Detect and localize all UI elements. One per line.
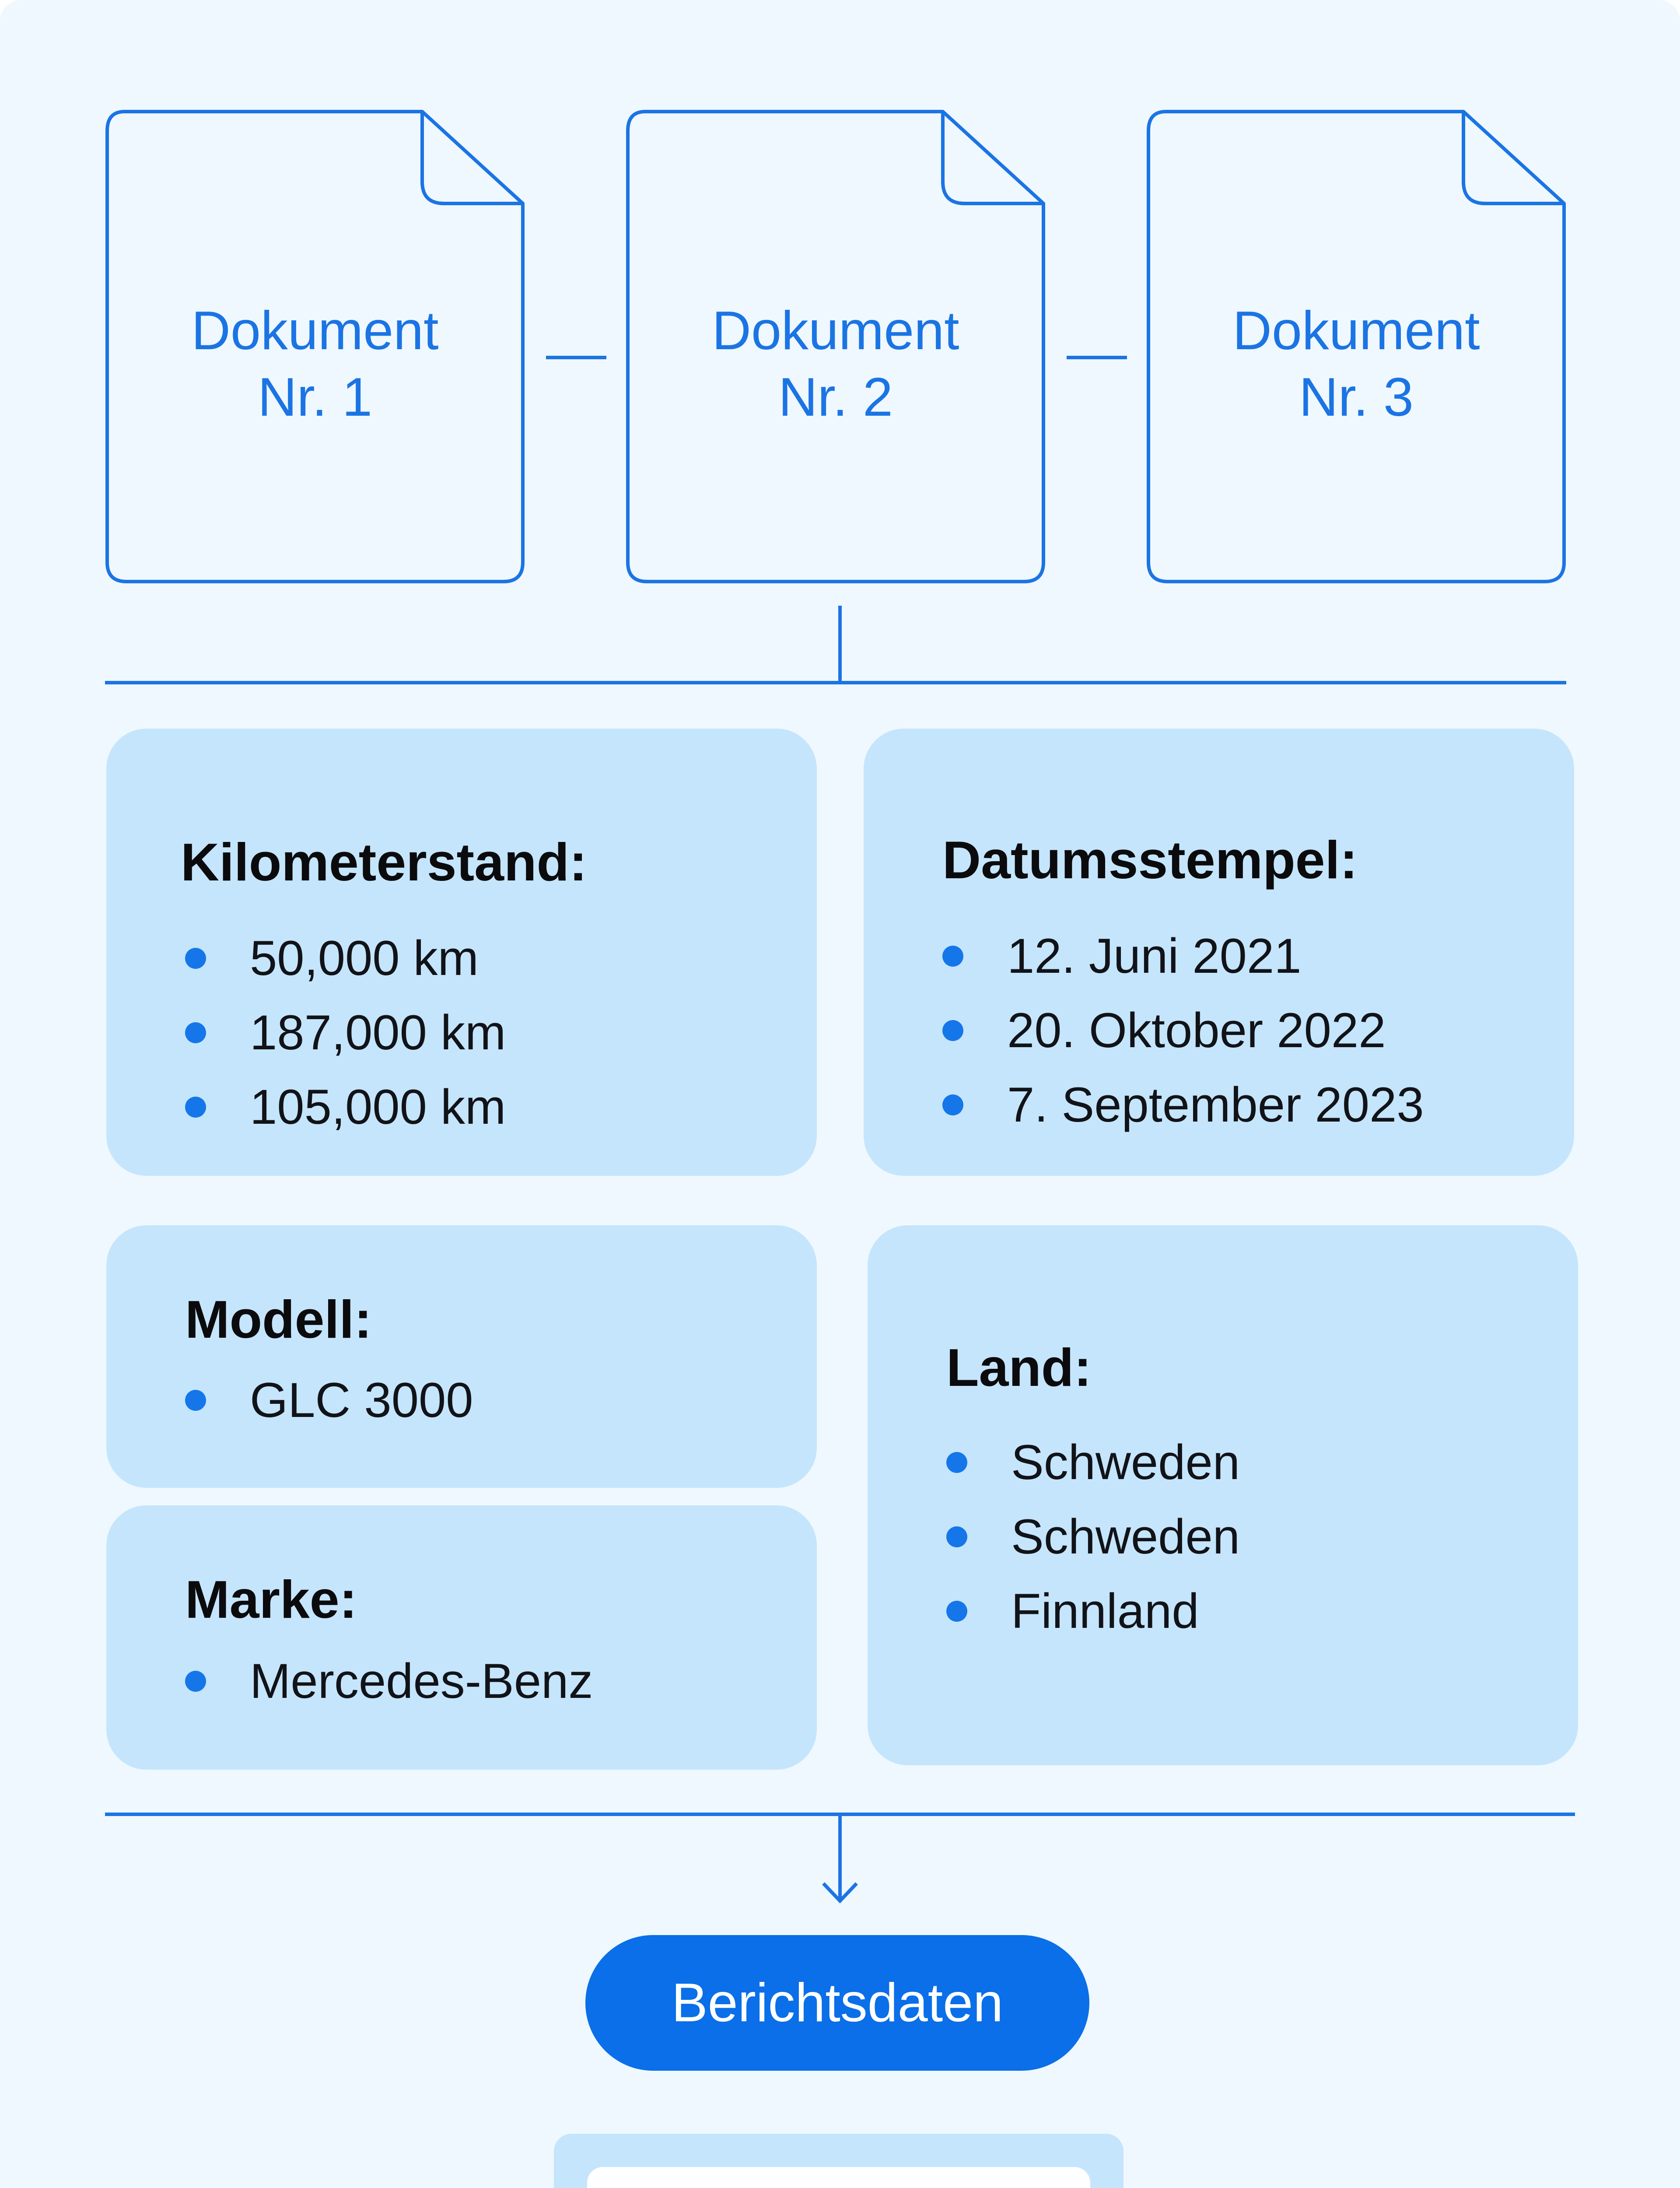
dates-list [942,919,1424,1142]
document-label [105,298,525,431]
list-item: 187,000 km [185,996,506,1070]
document-label [1146,298,1566,431]
document-2 [626,109,1046,584]
country-card [868,1225,1578,1765]
list-item: 20. Oktober 2022 [942,993,1424,1068]
list-item: Mercedes-Benz [185,1644,593,1718]
list-item: 7. September 2023 [942,1068,1424,1142]
mileage-list [185,921,506,1144]
model-title: Modell: [185,1290,372,1349]
report-preview [554,2134,1124,2188]
vehicle-summary-panel [587,2167,1090,2188]
document-1 [105,109,525,584]
list-item: Schweden [946,1500,1240,1574]
merge-divider [105,681,1566,684]
mileage-title: Kilometerstand: [181,832,587,892]
brand-title: Marke: [185,1570,357,1629]
list-item: GLC 3000 [185,1363,473,1438]
document-title: Dokument [191,301,439,361]
document-label [626,298,1046,431]
model-list [185,1363,473,1438]
document-number: Nr. 1 [258,367,372,428]
country-title: Land: [946,1338,1092,1397]
document-connector [546,356,606,359]
list-item: 105,000 km [185,1070,506,1144]
document-number: Nr. 2 [778,367,893,428]
model-card [106,1225,817,1488]
brand-card [106,1505,817,1770]
report-data-button[interactable]: Berichtsdaten [585,1935,1089,2071]
mileage-card [106,729,817,1176]
document-3 [1146,109,1566,584]
list-item: 12. Juni 2021 [942,919,1424,993]
merge-stem [838,606,842,684]
arrow-down-icon [818,1814,862,1906]
document-number: Nr. 3 [1299,367,1414,428]
country-list [946,1425,1240,1648]
document-title: Dokument [1232,301,1480,361]
brand-list [185,1644,593,1718]
list-item: Schweden [946,1425,1240,1500]
list-item: 50,000 km [185,921,506,996]
dates-card [864,729,1574,1176]
dates-title: Datumsstempel: [942,830,1358,890]
document-title: Dokument [712,301,959,361]
document-connector [1067,356,1127,359]
list-item: Finnland [946,1574,1240,1648]
